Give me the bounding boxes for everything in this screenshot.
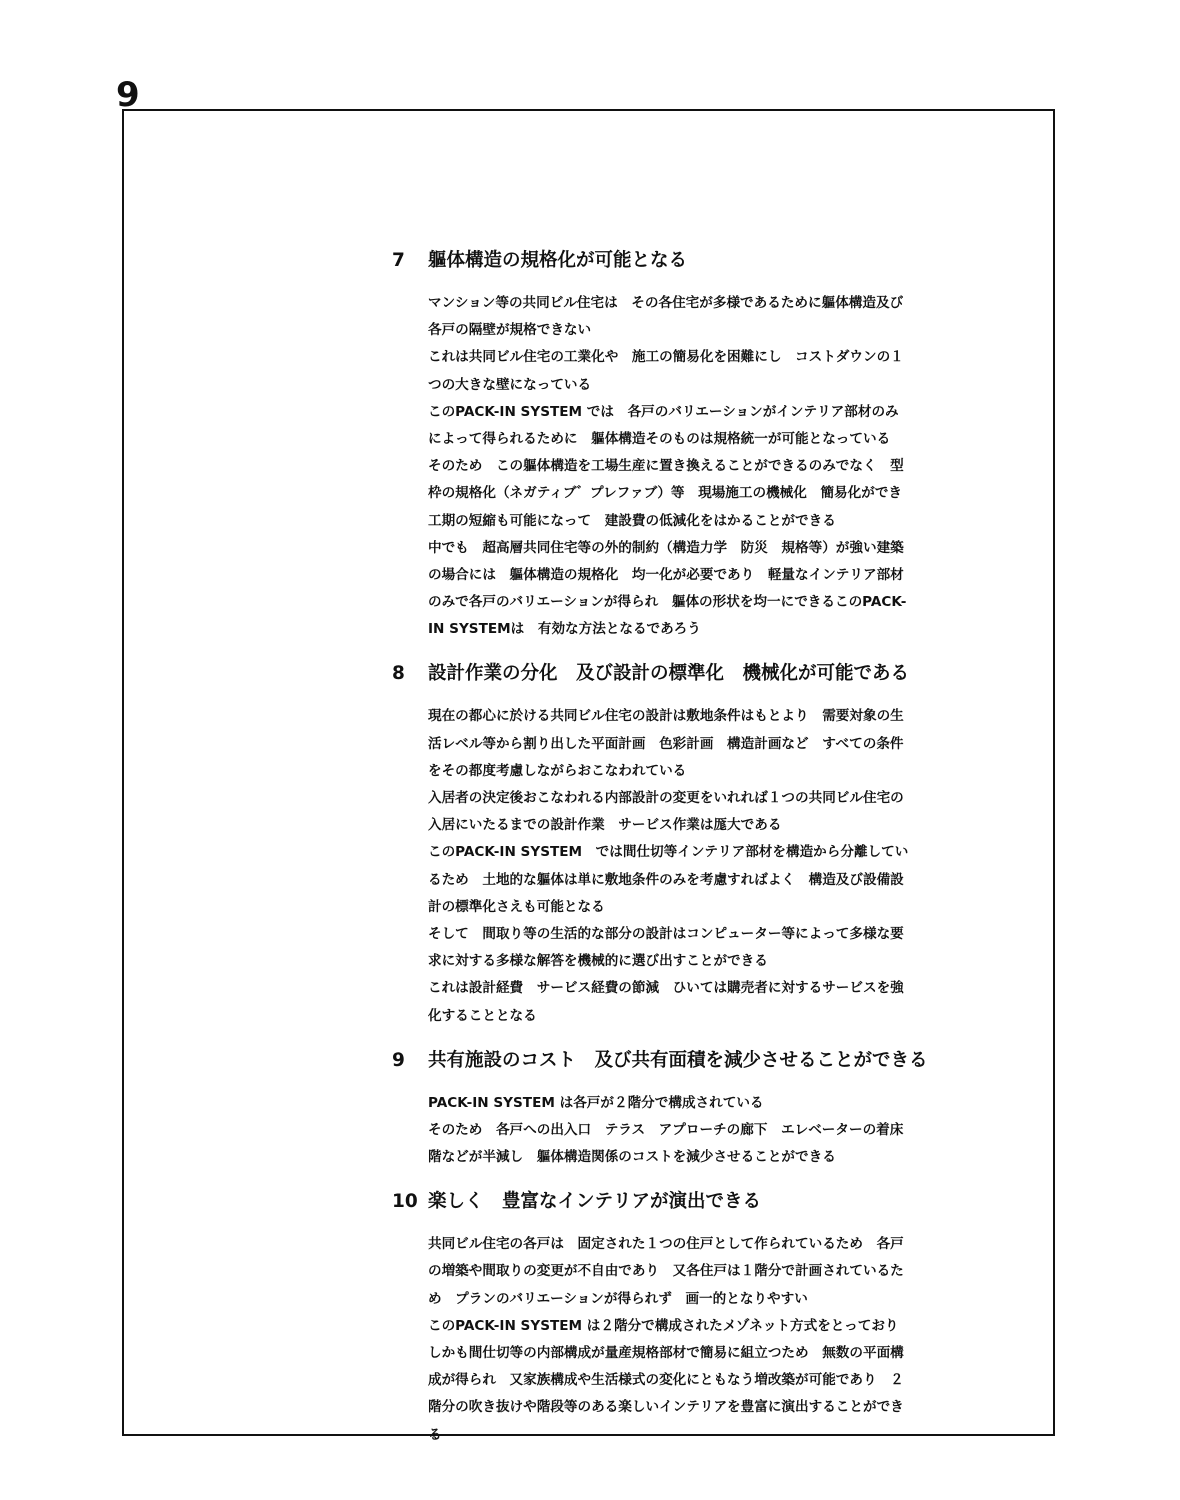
body-line: これは設計経費 サービス経費の節減 ひいては購売者に対するサービスを強 xyxy=(428,980,904,997)
body-line: 入居にいたるまでの設計作業 サービス作業は厖大である xyxy=(428,817,782,834)
body-line: このPACK-IN SYSTEM は２階分で構成されたメゾネット方式をとっており xyxy=(428,1317,899,1334)
body-line: しかも間仕切等の内部構成が量産規格部材で簡易に組立つため 無数の平面構 xyxy=(428,1345,904,1361)
body-line: マンション等の共同ビル住宅は その各住宅が多様であるために軀体構造及び xyxy=(428,295,904,311)
body-line: このPACK-IN SYSTEM では 各戸のバリエーションがインテリア部材のみ xyxy=(428,403,899,420)
section-title: 共有施設のコスト 及び共有面積を減少させることができる xyxy=(428,1049,928,1071)
section-10 xyxy=(388,1185,988,1449)
body-line: のみで各戸のバリエーションが得られ 軀体の形状を均一にできるこのPACK- xyxy=(428,594,907,611)
body-line: 工期の短縮も可能になって 建設費の低減化をはかることができる xyxy=(428,512,836,529)
section-title: 設計作業の分化 及び設計の標準化 機械化が可能である xyxy=(428,663,910,685)
body-line: る xyxy=(428,1426,442,1443)
body-line: 化することとなる xyxy=(428,1007,537,1024)
section-heading xyxy=(388,1044,988,1078)
body-line: 枠の規格化（ネガティブ゛プレファブ）等 現場施工の機械化 簡易化ができ xyxy=(428,485,903,502)
page-number: 9 xyxy=(116,75,139,115)
section-title: 楽しく 豊富なインテリアが演出できる xyxy=(428,1191,762,1213)
body-line: IN SYSTEMは 有効な方法となるであろう xyxy=(428,621,701,638)
section-heading xyxy=(388,657,988,691)
body-line: 各戸の隔壁が規格できない xyxy=(428,322,592,339)
document-body xyxy=(388,244,988,1449)
body-line: によって得られるために 軀体構造そのものは規格統一が可能となっている xyxy=(428,430,891,447)
body-line: 現在の都心に於ける共同ビル住宅の設計は敷地条件はもとより 需要対象の生 xyxy=(428,708,904,725)
body-line: PACK-IN SYSTEM は各戸が２階分で構成されている xyxy=(428,1094,764,1111)
body-line: このPACK-IN SYSTEM では間仕切等インテリア部材を構造から分離してい xyxy=(428,844,909,861)
body-line: 求に対する多様な解答を機械的に選び出すことができる xyxy=(428,953,768,970)
section-8 xyxy=(388,657,988,1029)
section-9 xyxy=(388,1044,988,1172)
body-line: これは共同ビル住宅の工業化や 施工の簡易化を困難にし コストダウンの１ xyxy=(428,349,904,366)
section-heading xyxy=(388,1185,988,1219)
section-body xyxy=(428,1090,988,1172)
body-line: をその都度考慮しながらおこなわれている xyxy=(428,762,687,779)
body-line: 階などが半減し 軀体構造関係のコストを減少させることができる xyxy=(428,1149,836,1166)
body-line: そして 間取り等の生活的な部分の設計はコンピューター等によって多様な要 xyxy=(428,925,904,942)
section-number: 8 xyxy=(392,663,405,685)
body-line: め プランのバリエーションが得られず 画一的となりやすい xyxy=(428,1290,808,1307)
body-line: 成が得られ 又家族構成や生活様式の変化にともなう増改築が可能であり ２ xyxy=(428,1372,904,1389)
body-line: 活レベル等から割り出した平面計画 色彩計画 構造計画など すべての条件 xyxy=(428,735,904,752)
body-line: 中でも 超高層共同住宅等の外的制約（構造力学 防災 規格等）が強い建築 xyxy=(428,539,904,556)
body-line: 階分の吹き抜けや階段等のある楽しいインテリアを豊富に演出することができ xyxy=(428,1399,904,1416)
section-7 xyxy=(388,244,988,643)
body-line: るため 土地的な軀体は単に敷地条件のみを考慮すればよく 構造及び設備設 xyxy=(428,871,904,888)
body-line: そのため 各戸への出入口 テラス アプローチの廊下 エレベーターの着床 xyxy=(428,1121,904,1138)
body-line: の増築や間取りの変更が不自由であり 又各住戸は１階分で計画されているた xyxy=(428,1263,904,1280)
section-heading xyxy=(388,244,988,278)
section-number: 10 xyxy=(392,1191,418,1213)
section-number: 9 xyxy=(392,1049,405,1071)
section-number: 7 xyxy=(392,250,405,271)
body-line: 入居者の決定後おこなわれる内部設計の変更をいれれば１つの共同ビル住宅の xyxy=(428,790,904,806)
body-line: 計の標準化さえも可能となる xyxy=(428,898,605,915)
body-line: 共同ビル住宅の各戸は 固定された１つの住戸として作られているため 各戸 xyxy=(428,1236,904,1253)
body-line: の場合には 軀体構造の規格化 均一化が必要であり 軽量なインテリア部材 xyxy=(428,566,904,583)
section-body xyxy=(428,1231,988,1449)
section-title: 軀体構造の規格化が可能となる xyxy=(428,250,688,271)
section-body xyxy=(428,290,988,643)
section-body xyxy=(428,703,988,1029)
body-line: つの大きな壁になっている xyxy=(428,376,592,393)
body-line: そのため この軀体構造を工場生産に置き換えることができるのみでなく 型 xyxy=(428,458,904,475)
